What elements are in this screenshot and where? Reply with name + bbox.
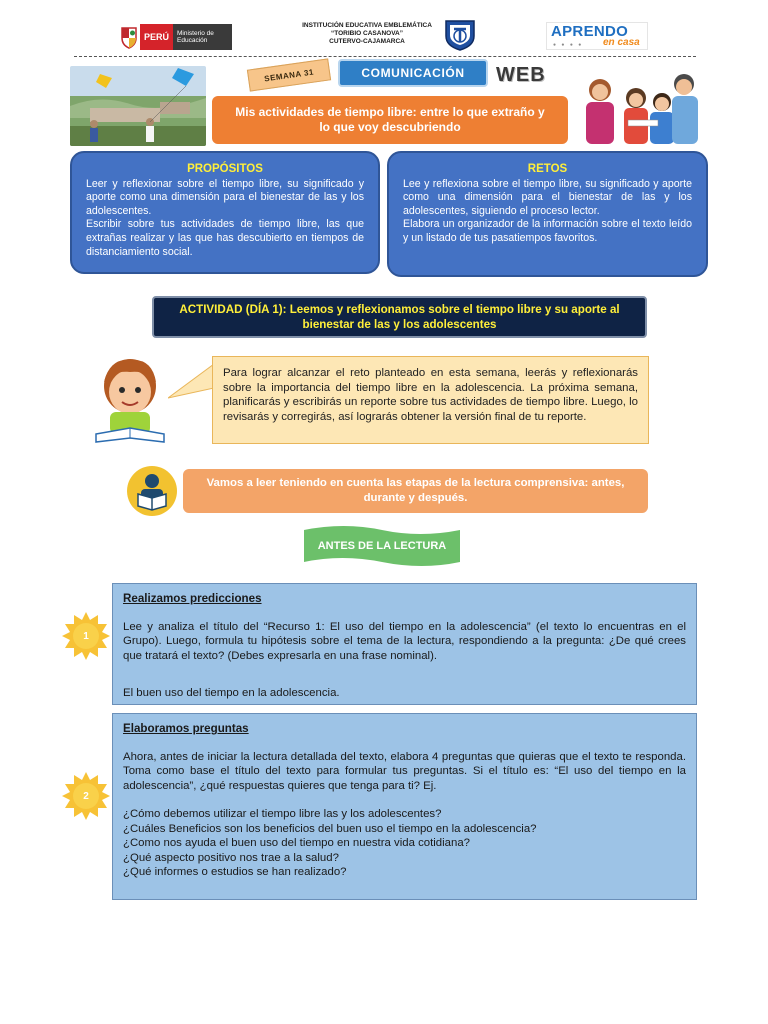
purposes-box — [70, 151, 380, 274]
step-number: 1 — [83, 630, 89, 642]
aprendo-sub-label: en casa — [603, 37, 640, 48]
reading-stages-banner: Vamos a leer teniendo en cuenta las etapas de la lectura comprensiva: antes, durante y después. — [183, 469, 648, 513]
step-badge-1 — [61, 611, 111, 661]
challenge-line: Elabora un organizador de la información sobre el texto leído y un listado de tus pasatiempos favoritos. — [403, 218, 692, 244]
step-text: Ahora, antes de iniciar la lectura detallada del texto, elabora 4 preguntas que quieras que el texto te responda. Toma como base el título del texto para formular tus preguntas. Si el título es: “El uso del tiempo en la adolescencia”, ¿qué respuestas quieres que tenga para ti? Ej. — [123, 750, 686, 792]
school-line: “TORIBIO CASANOVA” — [331, 30, 403, 37]
before-reading-ribbon — [304, 524, 460, 568]
step-text: Lee y analiza el título del “Recurso 1: El uso del tiempo en la adolescencia” (el texto lo encuentras en el Grupo). Luego, formula tu hipótesis sobre el tema de la lectura, respondiendo a la pregunta: ¿De qué crees que tratará el texto? (Debes expresarla en una frase nominal). — [123, 620, 686, 662]
predictions-step — [112, 583, 697, 705]
aprendo-en-casa-logo — [546, 22, 648, 50]
question-list — [123, 807, 686, 879]
step-title: Elaboramos preguntas — [123, 722, 249, 735]
step-answer: El buen uso del tiempo en la adolescencia. — [123, 687, 340, 700]
challenge-line: Lee y reflexiona sobre el tiempo libre, su significado y aporte como una dimensión para el bienestar de las y los adolescentes, siguiendo el proceso lector. — [403, 177, 692, 217]
lesson-title-banner: Mis actividades de tiempo libre: entre lo que extraño y lo que voy descubriendo — [212, 96, 568, 144]
week-tag: SEMANA 31 — [247, 58, 331, 91]
subject-tag: COMUNICACIÓN — [338, 59, 488, 87]
peru-label: PERÚ — [140, 24, 173, 50]
list-item: ¿Cómo debemos utilizar el tiempo libre las y los adolescentes? — [123, 808, 442, 821]
family-photo — [578, 68, 700, 144]
purpose-line: Escribir sobre tus actividades de tiempo libre, las que extrañas realizar y las que has descubierto en tiempos de distanciamiento social. — [86, 218, 364, 258]
challenges-box — [387, 151, 708, 277]
web-tag: WEB — [496, 64, 546, 86]
before-reading-label: ANTES DE LA LECTURA — [317, 540, 447, 552]
school-line: INSTITUCIÓN EDUCATIVA EMBLEMÁTICA — [302, 22, 432, 29]
purposes-title: PROPÓSITOS — [187, 163, 263, 175]
step-badge-2 — [61, 771, 111, 821]
school-crest-icon — [442, 18, 478, 52]
step-number: 2 — [83, 790, 89, 802]
speech-tail — [168, 360, 214, 400]
peru-shield-icon — [118, 24, 140, 50]
header-divider — [74, 56, 696, 57]
reader-book-icon — [124, 464, 180, 518]
step-title: Realizamos predicciones — [123, 592, 262, 605]
school-title — [292, 22, 442, 46]
list-item: ¿Qué aspecto positivo nos trae a la salud? — [123, 851, 339, 864]
purpose-line: Leer y reflexionar sobre el tiempo libre, su significado y aporte como una dimensión para el bienestar de las y los adolescentes. — [86, 177, 364, 217]
list-item: ¿Como nos ayuda el buen uso del tiempo en nuestra vida cotidiana? — [123, 837, 471, 850]
school-line: CUTERVO-CAJAMARCA — [329, 38, 405, 45]
list-item: ¿Cuáles Beneficios son los beneficios del buen uso el tiempo en la adolescencia? — [123, 822, 537, 835]
kites-photo — [70, 66, 206, 146]
list-item: ¿Qué informes o estudios se han realizado? — [123, 866, 347, 878]
reading-boy-illustration — [90, 352, 170, 448]
minedu-logo — [118, 24, 232, 50]
ministry-label: Ministerio de Educación — [173, 24, 232, 50]
aprendo-dots-icon: ● ● ● ● — [553, 42, 584, 48]
questions-step — [112, 713, 697, 900]
instruction-speech-bubble: Para lograr alcanzar el reto planteado en esta semana, leerás y reflexionarás sobre la importancia del tiempo libre en la adolescencia. La próxima semana, planificarás y escribirás un reporte sobre tus actividades de tiempo libre. Luego, lo revisarás y corregirás, así lograrás obtener la versión final de tu reporte. — [212, 356, 649, 444]
aprendo-label: APRENDO — [551, 23, 629, 40]
activity-banner: ACTIVIDAD (DÍA 1): Leemos y reflexionamos sobre el tiempo libre y su aporte al bienestar de las y los adolescentes — [152, 296, 647, 338]
challenges-title: RETOS — [527, 163, 568, 175]
